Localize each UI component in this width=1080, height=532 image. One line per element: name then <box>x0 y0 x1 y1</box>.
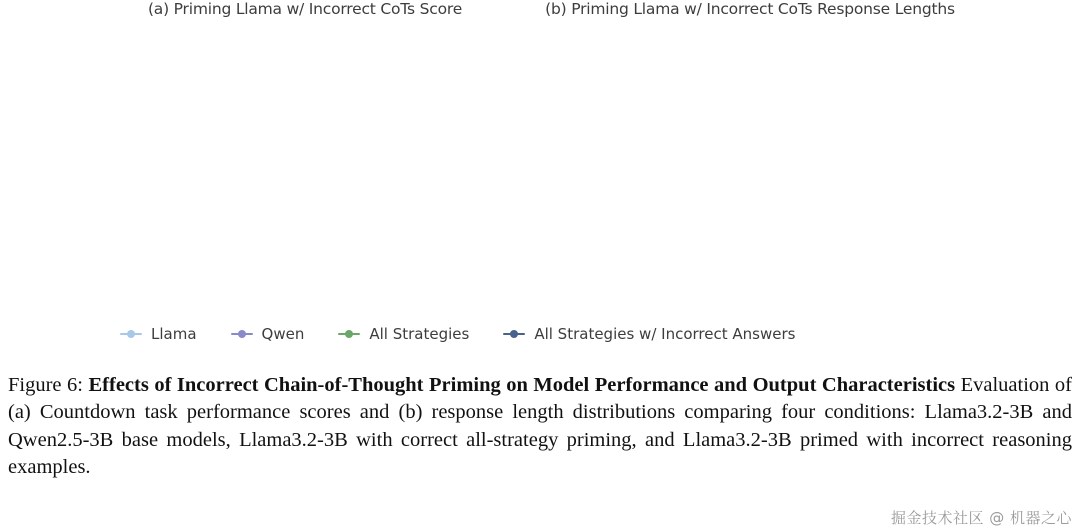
chart-legend <box>120 325 980 343</box>
chart-panel-b <box>510 0 990 318</box>
chart-a-svg <box>80 18 530 318</box>
caption-label: Figure 6: <box>8 374 83 396</box>
legend-swatch-icon <box>503 333 525 336</box>
legend-item[interactable] <box>338 325 469 343</box>
caption-bold-title: Effects of Incorrect Chain-of-Thought Priming on Model Performance and Output Characteristics <box>88 374 956 396</box>
legend-swatch-icon <box>338 333 360 336</box>
chart-a-title: (a) Priming Llama w/ Incorrect CoTs Score <box>147 0 463 18</box>
chart-a-plot <box>80 18 530 318</box>
legend-swatch-icon <box>231 333 253 336</box>
watermark: 掘金技术社区 @ 机器之心 <box>890 509 1072 527</box>
legend-label: All Strategies w/ Incorrect Answers <box>534 325 796 343</box>
legend-swatch-icon <box>120 333 142 336</box>
legend-label: Qwen <box>261 325 305 343</box>
legend-label: All Strategies <box>369 325 470 343</box>
legend-label: Llama <box>151 325 197 343</box>
chart-b-svg <box>510 18 990 318</box>
chart-b-plot <box>510 18 990 318</box>
figure-caption <box>8 372 1072 481</box>
legend-item[interactable] <box>503 325 795 343</box>
legend-item[interactable] <box>120 325 197 343</box>
chart-panel-a <box>80 0 530 318</box>
chart-b-title: (b) Priming Llama w/ Incorrect CoTs Response Lengths <box>545 0 955 18</box>
legend-item[interactable] <box>231 325 305 343</box>
caption-body: Evaluation of (a) Countdown task performance scores and (b) response length distributions comparing four conditions: Llama3.2-3B and Qwen2.5-3B base models, Llama3.2-3B with correct all-strategy priming, and Llama3.2-3B primed with incorrect reasoning examples. <box>8 374 1073 478</box>
